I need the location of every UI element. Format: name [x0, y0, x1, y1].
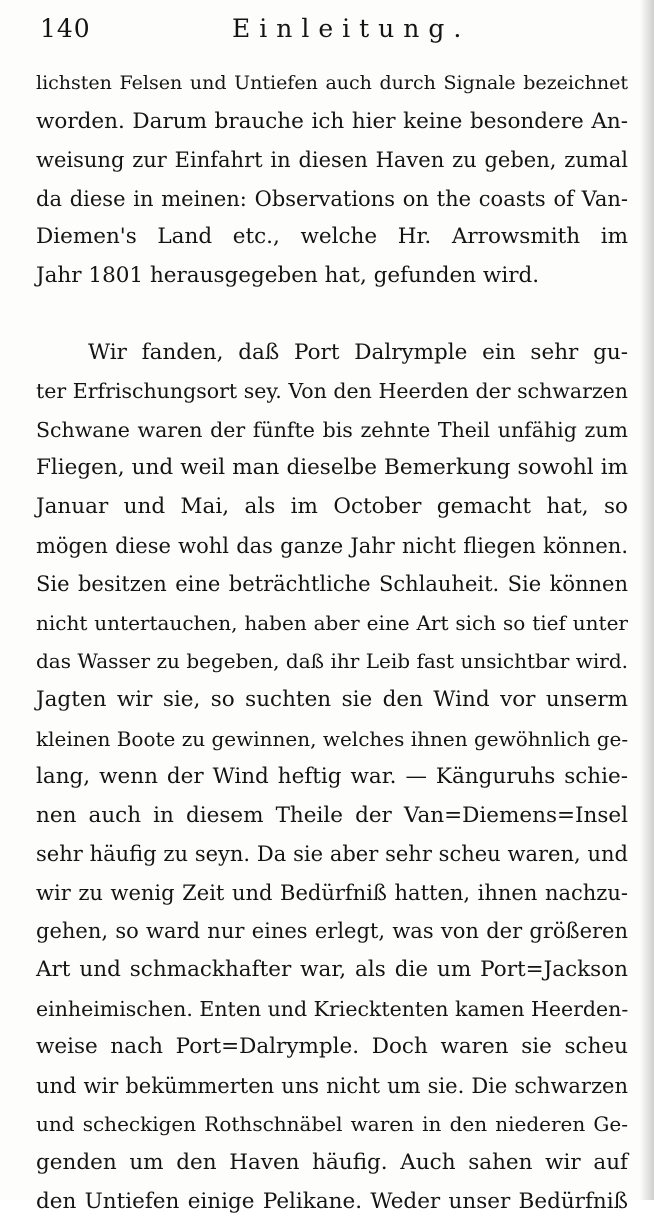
text-line: da diese in meinen: Observations on the coasts of Van-: [36, 186, 628, 211]
text-line: weise nach Port=Dalrymple. Doch waren sie scheu: [36, 1034, 628, 1060]
text-line: Wir fanden, daß Port Dalrymple ein sehr gu-: [88, 339, 628, 365]
text-line: einheimischen. Enten und Kriecktenten kamen Heerden-: [36, 996, 629, 1021]
text-line: lichsten Felsen und Untiefen auch durch Signale bezeichnet: [36, 72, 628, 94]
text-line: nen auch in diesem Theile der Van=Diemens=Insel: [36, 802, 628, 828]
text-line: Jagten wir sie, so suchten sie den Wind vor unserm: [36, 686, 628, 712]
running-head-title: Einleitung.: [232, 14, 471, 43]
text-line: Januar und Mai, als im October gemacht hat, so: [36, 493, 628, 519]
paragraph-spacer: [36, 296, 628, 334]
text-line: worden. Darum brauche ich hier keine besondere An-: [36, 108, 628, 134]
text-line: nicht untertauchen, haben aber eine Art sich so tief unter: [36, 610, 628, 635]
text-line: weisung zur Einfahrt in diesen Haven zu geben, zumal: [36, 148, 628, 173]
text-line: kleinen Boote zu gewinnen, welches ihnen gewöhnlich ge-: [36, 726, 629, 751]
text-line: und scheckigen Rothschnäbel waren in den niederen Ge-: [36, 1112, 628, 1137]
paragraph-2: [36, 334, 628, 1221]
text-line: das Wasser zu begeben, daß ihr Leib fast unsichtbar wird.: [36, 649, 628, 674]
text-line: Art und schmackhafter war, als die um Port=Jackson: [36, 957, 628, 983]
text-line: und wir bekümmerten uns nicht um sie. Die schwarzen: [36, 1073, 628, 1098]
text-line: wir zu wenig Zeit und Bedürfniß hatten, ihnen nachzu-: [36, 880, 628, 905]
text-line: Fliegen, und weil man dieselbe Bemerkung sowohl im: [36, 455, 628, 481]
text-line: genden um den Haven häufig. Auch sahen wir auf: [36, 1150, 628, 1176]
text-line: gehen, so ward nur eines erlegt, was von der größeren: [36, 919, 628, 944]
text-line: Jahr 1801 herausgegeben hat, gefunden wird.: [36, 262, 540, 288]
paragraph-1: [36, 64, 628, 296]
text-line: mögen diese wohl das ganze Jahr nicht fliegen können.: [36, 533, 628, 558]
text-line: Sie besitzen eine beträchtliche Schlauheit. Sie können: [36, 572, 628, 597]
text-line: ter Erfrischungsort sey. Von den Heerden der schwarzen: [36, 379, 628, 404]
text-line: sehr häufig zu seyn. Da sie aber sehr scheu waren, und: [36, 842, 628, 867]
text-line: Diemen's Land etc., welche Hr. Arrowsmith im: [36, 224, 628, 250]
body-text: [36, 64, 628, 1221]
running-head: [0, 10, 654, 50]
text-line: Schwane waren der fünfte bis zehnte Theil unfähig zum: [36, 417, 628, 442]
page-spine-shadow: [640, 0, 654, 1200]
text-line: lang, wenn der Wind heftig war. — Känguruhs schie-: [36, 764, 628, 790]
page-number: 140: [40, 14, 91, 43]
text-line: den Untiefen einige Pelikane. Weder unser Bedürfniß: [36, 1188, 628, 1214]
